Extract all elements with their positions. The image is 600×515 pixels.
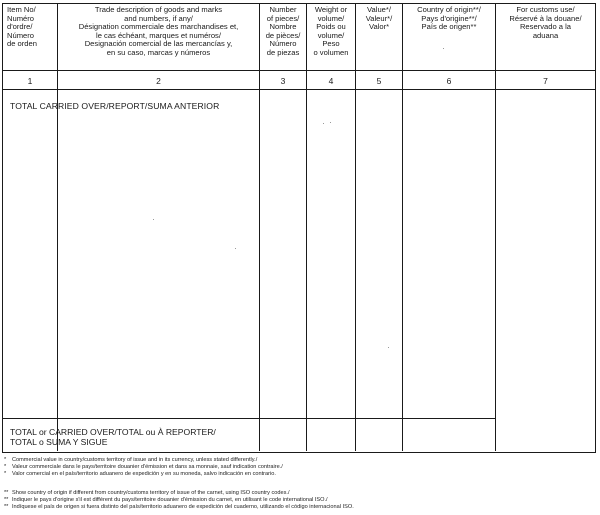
- footnote-origin-en: ** Show country of origin if different from country/customs territory of issue of the carnet, using ISO country codes./: [4, 490, 290, 496]
- col-divider-6: [495, 4, 496, 451]
- col-number-3: 3: [280, 76, 286, 86]
- header-customs-use: For customs use/ Réservé à la douane/ Reservado a la aduana: [509, 5, 582, 40]
- footnote-value-es: * Valor comercial en el país/territorio aduanero de expedición y en su moneda, salvo indicación en contrario.: [4, 471, 276, 477]
- goods-table: [2, 3, 596, 453]
- col-number-7: 7: [543, 76, 548, 86]
- number-row-bottom-line: [3, 89, 595, 90]
- header-bottom-line: [3, 70, 595, 71]
- col-number-1: 1: [27, 76, 33, 86]
- col-number-5: 5: [376, 76, 382, 86]
- total-or-carried-over-label: TOTAL or CARRIED OVER/TOTAL ou À REPORTER/ TOTAL o SUMA Y SIGUE: [10, 427, 216, 447]
- col-divider-4: [355, 4, 356, 451]
- header-item-no: Item No/ Numéro d'ordre/ Número de orden: [7, 5, 37, 49]
- header-value: Value*/ Valeur*/ Valor*: [365, 5, 393, 32]
- scan-speck: [235, 248, 236, 249]
- col-divider-1: [57, 4, 58, 451]
- col-divider-3: [306, 4, 307, 451]
- footnote-value-en: * Commercial value in country/customs territory of issue and in its currency, unless stated differently./: [4, 457, 258, 463]
- col-number-2: 2: [156, 76, 161, 86]
- total-row-top-line: [3, 418, 495, 419]
- footnote-origin-fr: ** Indiquer le pays d'origine s'il est différent du pays/territoire douanier d'émission du carnet, en utilisant le code international ISO./: [4, 497, 328, 503]
- col-number-4: 4: [328, 76, 334, 86]
- footnote-value-fr: * Valeur commerciale dans le pays/territoire douanier d'émission et dans sa monnaie, sauf indication contraire./: [4, 464, 283, 470]
- scan-speck: [443, 48, 444, 49]
- col-divider-2: [259, 4, 260, 451]
- scan-speck: [388, 347, 389, 348]
- header-number-of-pieces: Number of pieces/ Nombre de pièces/ Número de piezas: [265, 5, 301, 57]
- scan-speck: [323, 123, 324, 124]
- header-country-of-origin: Country of origin**/ Pays d'origine**/ País de origen**: [417, 5, 481, 32]
- scan-speck: [330, 122, 331, 123]
- total-carried-over-label: TOTAL CARRIED OVER/REPORT/SUMA ANTERIOR: [10, 101, 220, 111]
- col-divider-5: [402, 4, 403, 451]
- footnote-origin-es: ** Indíquese el país de origen si fuera distinto del país/territorio aduanero de expedición del cuaderno, utilizando el código internacional ISO.: [4, 504, 354, 510]
- header-weight-or-volume: Weight or volume/ Poids ou volume/ Peso o volumen: [313, 5, 349, 57]
- col-number-6: 6: [446, 76, 452, 86]
- header-trade-description: Trade description of goods and marks and numbers, if any/ Désignation commerciale des marchandises et, le cas échéant, marques et numéros/ Designación comercial de las mercancías y, en su caso, marcas y números: [78, 5, 239, 57]
- scan-speck: [153, 219, 154, 220]
